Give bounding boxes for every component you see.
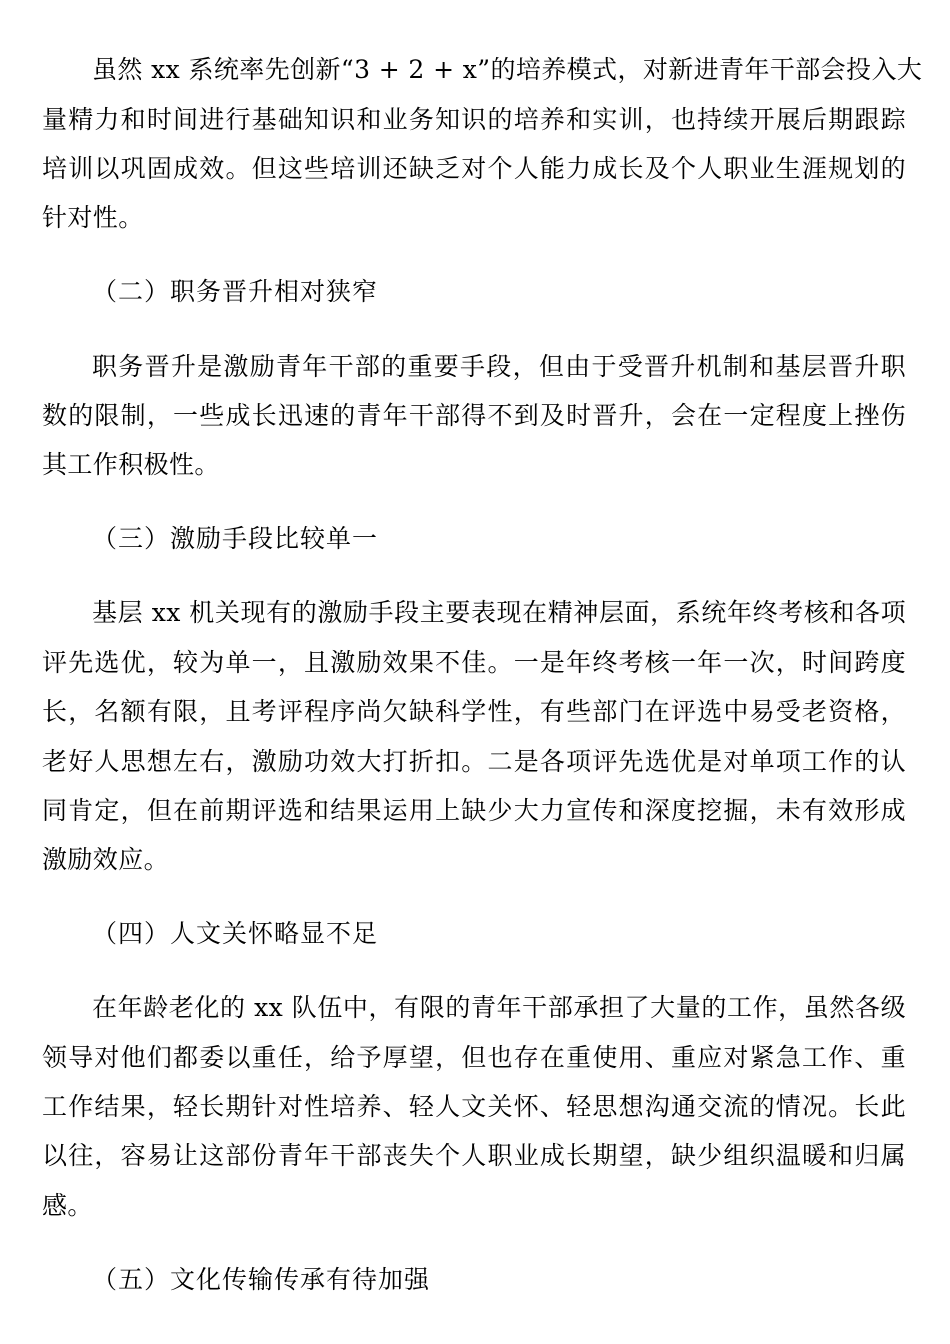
text-line: 培训以巩固成效。但这些培训还缺乏对个人能力成长及个人职业生涯规划的: [42, 154, 906, 183]
section-heading-promotion: （二）职务晋升相对狭窄: [92, 277, 379, 306]
section-heading-incentives: （三）激励手段比较单一: [92, 524, 379, 553]
text-line: 老好人思想左右，激励功效大打折扣。二是各项评先选优是对单项工作的认: [42, 747, 906, 776]
text-line: 工作结果，轻长期针对性培养、轻人文关怀、轻思想沟通交流的情况。长此: [42, 1092, 906, 1121]
text-line: 量精力和时间进行基础知识和业务知识的培养和实训，也持续开展后期跟踪: [42, 105, 906, 134]
text-line: 数的限制，一些成长迅速的青年干部得不到及时晋升，会在一定程度上挫伤: [42, 401, 906, 430]
text-line: 以往，容易让这部份青年干部丧失个人职业成长期望，缺少组织温暖和归属: [42, 1141, 906, 1170]
text-line: 职务晋升是激励青年干部的重要手段，但由于受晋升机制和基层晋升职: [92, 352, 906, 381]
section-heading-care: （四）人文关怀略显不足: [92, 919, 379, 948]
text-line: 感。: [42, 1191, 93, 1220]
text-line: 长，名额有限，且考评程序尚欠缺科学性，有些部门在评选中易受老资格，: [42, 697, 906, 726]
text-line: 在年龄老化的 xx 队伍中，有限的青年干部承担了大量的工作，虽然各级: [92, 993, 906, 1022]
text-line: 评先选优，较为单一，且激励效果不佳。一是年终考核一年一次，时间跨度: [42, 648, 906, 677]
section-heading-culture: （五）文化传输传承有待加强: [92, 1265, 431, 1294]
text-line: 同肯定，但在前期评选和结果运用上缺少大力宣传和深度挖掘，未有效形成: [42, 796, 906, 825]
text-line: 其工作积极性。: [42, 450, 220, 479]
text-line: 基层 xx 机关现有的激励手段主要表现在精神层面，系统年终考核和各项: [92, 598, 906, 627]
text-line: 领导对他们都委以重任，给予厚望，但也存在重使用、重应对紧急工作、重: [42, 1043, 906, 1072]
text-line: 虽然 xx 系统率先创新“3 + 2 + x”的培养模式，对新进青年干部会投入大: [92, 55, 923, 84]
text-line: 针对性。: [42, 203, 144, 232]
text-line: 激励效应。: [42, 845, 170, 874]
